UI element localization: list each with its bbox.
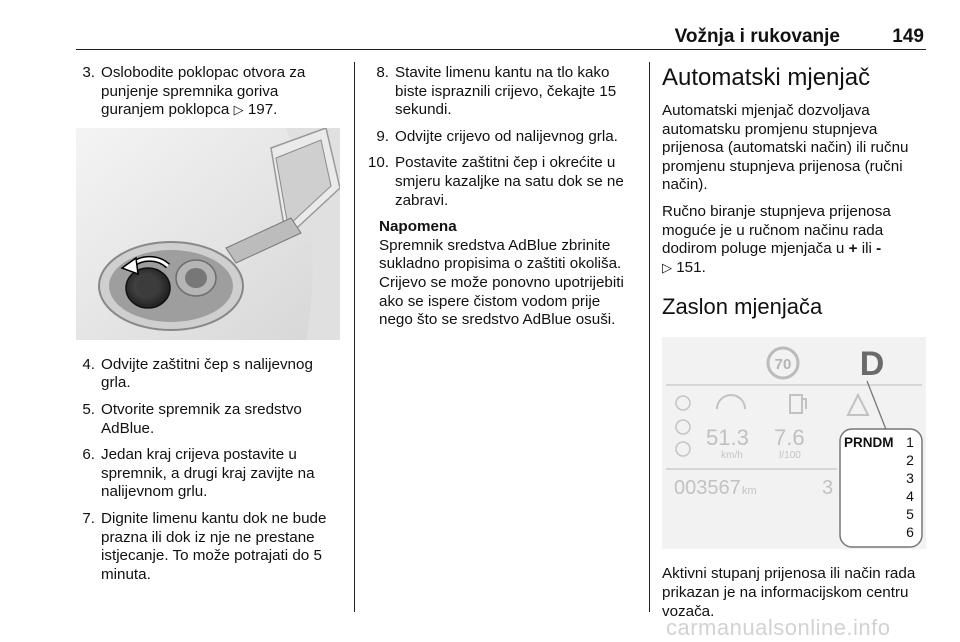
step-text: Jedan kraj crijeva postavite u spremnik, a drugi kraj zavijte na nalijevnom grlu. bbox=[101, 446, 315, 501]
triangle-right-icon: ▷ bbox=[233, 102, 244, 118]
speed-unit: km/h bbox=[721, 450, 743, 462]
gear-number: 2 bbox=[906, 452, 914, 469]
note-block bbox=[379, 218, 633, 330]
trip-digit: 3 bbox=[822, 477, 834, 500]
intro-paragraph: Automatski mjenjač dozvoljava automatsku promjenu stupnjeva prijenosa (automatski način) ili ručnu promjenu stupnjeva prijenosa (ručni način). bbox=[662, 102, 909, 194]
note-text: Spremnik sredstva AdBlue zbrinite sukladno propisima o zaštiti okoliša. Crijevo se može ponovno upotrijebiti ako se ispere čistom vodom prije nego što se sredstvo AdBlue osuši. bbox=[379, 236, 624, 329]
odometer-value: 003567 bbox=[674, 477, 741, 500]
column-1 bbox=[76, 64, 344, 592]
step-text: Postavite zaštitni čep i okrećite u smjeru kazaljke na satu dok se ne zabravi. bbox=[395, 154, 624, 209]
manual-mode-paragraph: Ručno biranje stupnjeva prijenosa moguće je u ručnom načinu rada dodirom poluge mjenjača u + ili - ▷ 151. bbox=[662, 202, 891, 276]
consumption-value: 7.6 bbox=[774, 425, 805, 451]
step-number: 5. bbox=[82, 400, 95, 418]
step-8 bbox=[367, 64, 633, 120]
column-2 bbox=[367, 64, 633, 330]
step-number: 8. bbox=[376, 64, 389, 81]
gear-number: 5 bbox=[906, 506, 914, 523]
step-text: Stavite limenu kantu na tlo kako biste ispraznili crijevo, čekajte 15 sekundi. bbox=[395, 64, 617, 119]
step-9 bbox=[367, 128, 633, 147]
step-6 bbox=[76, 446, 344, 502]
gear-number: 3 bbox=[906, 470, 914, 487]
step-number: 7. bbox=[82, 509, 95, 527]
step-number: 6. bbox=[82, 446, 95, 464]
step-text: Otvorite spremnik za sredstvo AdBlue. bbox=[101, 400, 302, 437]
section-heading: Automatski mjenjač bbox=[662, 64, 871, 91]
speed-limit-value: 70 bbox=[774, 356, 792, 374]
fuel-filler-photo bbox=[76, 128, 340, 340]
step-4 bbox=[76, 356, 344, 393]
note-title: Napomena bbox=[379, 218, 457, 236]
step-number: 10. bbox=[367, 154, 389, 172]
step-5 bbox=[76, 401, 344, 438]
column-divider-2 bbox=[649, 62, 650, 612]
speed-value: 51.3 bbox=[706, 425, 749, 451]
watermark: carmanualsonline.info bbox=[666, 615, 891, 640]
gear-number: 6 bbox=[906, 524, 914, 541]
consumption-unit: l/100 bbox=[779, 450, 801, 462]
step-number: 4. bbox=[82, 355, 95, 373]
step-text: Dignite limenu kantu dok ne bude prazna ili dok iz nje ne prestane istjecanje. To može potrajati do 5 minuta. bbox=[101, 509, 327, 583]
subsection-heading: Zaslon mjenjača bbox=[662, 294, 823, 320]
mode-letters: PRNDM bbox=[844, 435, 894, 451]
section-title: Vožnja i rukovanje bbox=[674, 26, 840, 47]
step-text: Odvijte zaštitni čep s nalijevnog grla. bbox=[101, 355, 313, 392]
step-3 bbox=[76, 64, 344, 120]
triangle-right-icon: ▷ bbox=[662, 259, 672, 275]
gear-number: 1 bbox=[906, 434, 914, 451]
step-number: 3. bbox=[82, 64, 95, 81]
transmission-display-illustration bbox=[662, 337, 926, 549]
page-reference[interactable]: 151. bbox=[676, 258, 706, 276]
step-text: Odvijte crijevo od nalijevnog grla. bbox=[395, 127, 618, 145]
column-divider-1 bbox=[354, 62, 355, 612]
gear-indicator: D bbox=[859, 345, 885, 384]
column-3 bbox=[662, 64, 930, 629]
page-header bbox=[76, 22, 926, 50]
page-number: 149 bbox=[892, 26, 924, 47]
step-7 bbox=[76, 510, 344, 584]
gear-number: 4 bbox=[906, 488, 914, 505]
step-number: 9. bbox=[376, 127, 389, 145]
page-reference[interactable]: 197. bbox=[247, 101, 278, 119]
step-10 bbox=[367, 154, 633, 210]
odometer-unit: km bbox=[742, 485, 757, 498]
display-caption: Aktivni stupanj prijenosa ili način rada prikazan je na informacijskom centru vozača. bbox=[662, 565, 916, 620]
step-text: Oslobodite poklopac otvora za punjenje spremnika goriva guranjem poklopca bbox=[101, 64, 306, 119]
